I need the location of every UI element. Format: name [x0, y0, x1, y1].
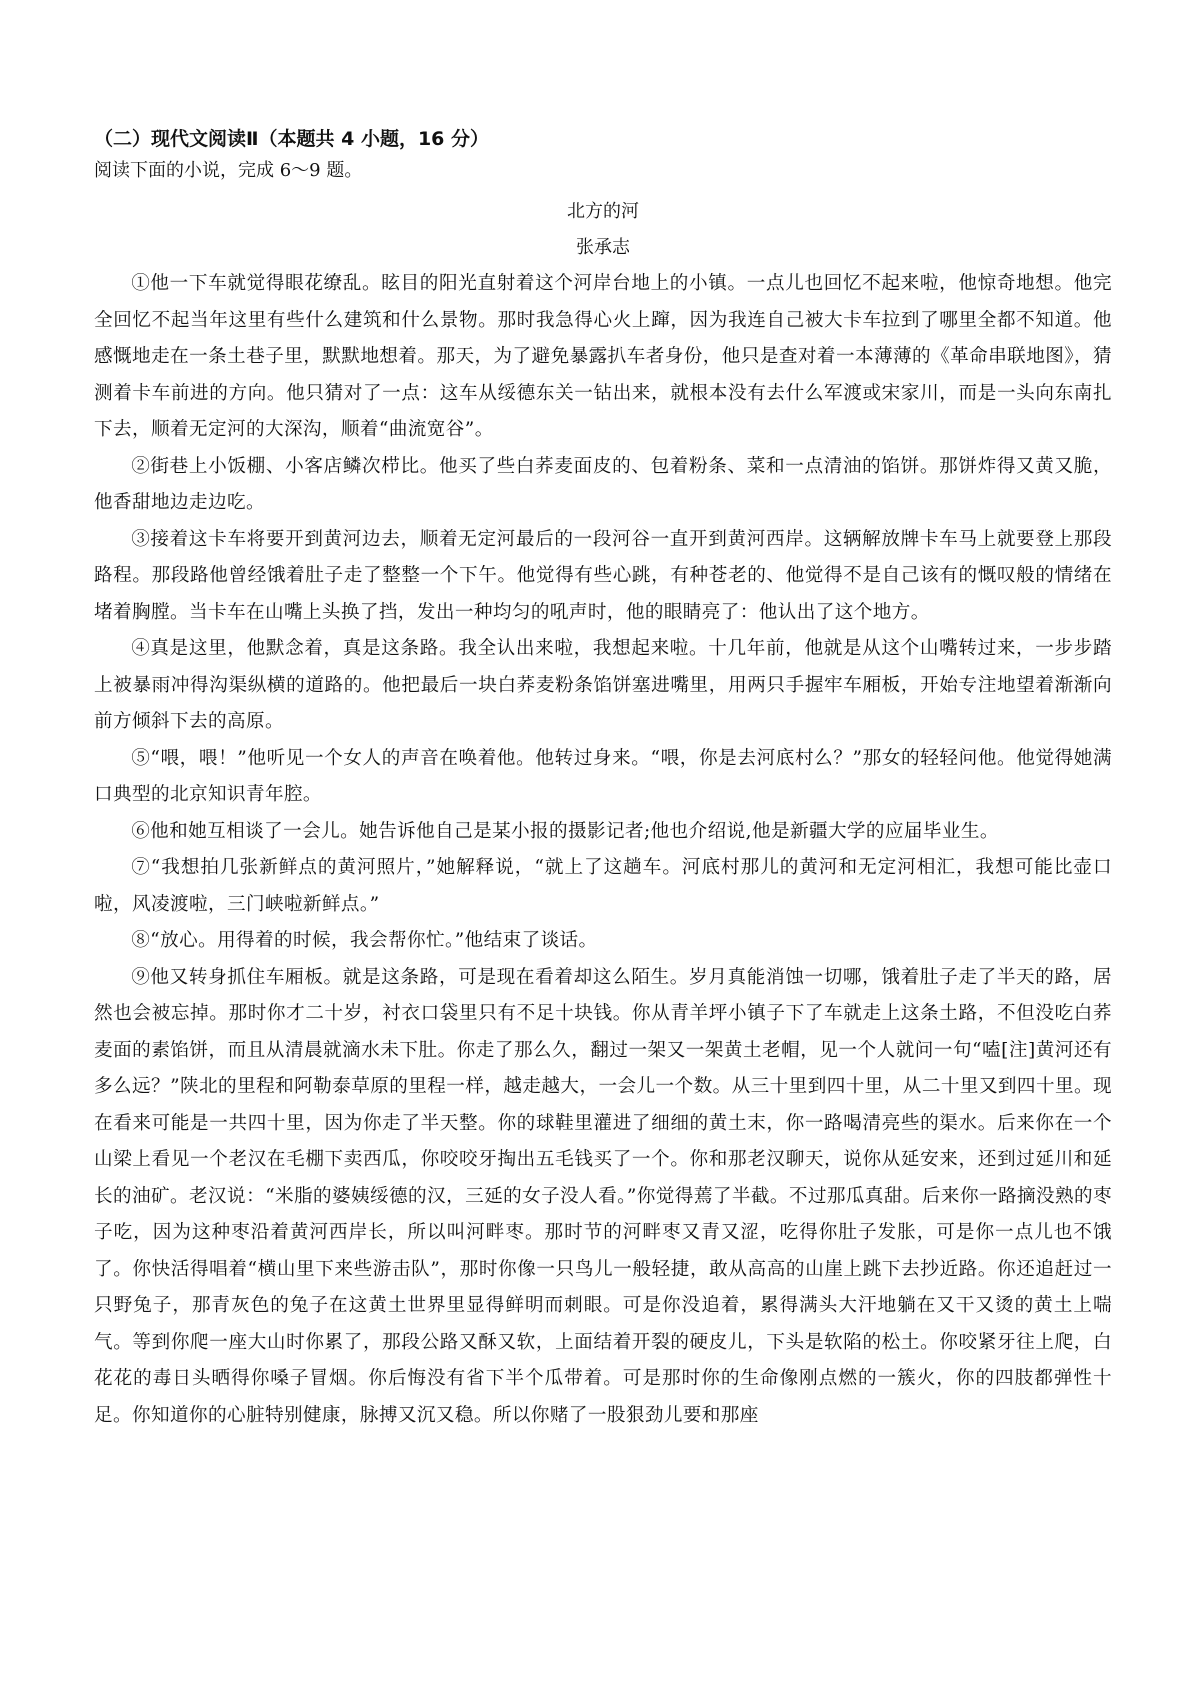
paragraph-2: ②街巷上小饭棚、小客店鳞次栉比。他买了些白荞麦面皮的、包着粉条、菜和一点清油的馅饼。那饼炸得又黄又脆，他香甜地边走边吃。 [94, 455, 1112, 513]
paragraph-3: ③接着这卡车将要开到黄河边去，顺着无定河最后的一段河谷一直开到黄河西岸。这辆解放牌卡车马上就要登上那段路程。那段路他曾经饿着肚子走了整整一个下午。他觉得有些心跳，有种苍老的、他觉得不是自己该有的慨叹般的情绪在堵着胸膛。当卡车在山嘴上头换了挡，发出一种均匀的吼声时，他的眼睛亮了：他认出了这个地方。 [94, 528, 1112, 623]
document-page [94, 124, 1112, 1434]
paragraph-6: ⑥他和她互相谈了一会儿。她告诉他自己是某小报的摄影记者;他也介绍说,他是新疆大学的应届毕业生。 [131, 820, 999, 842]
section-heading: （二）现代文阅读Ⅱ（本题共 4 小题，16 分） [94, 128, 490, 150]
story-title: 北方的河 [567, 201, 639, 222]
paragraph-5: ⑤“喂，喂！”他听见一个女人的声音在唤着他。他转过身来。“喂，你是去河底村么？”那女的轻轻问他。他觉得她满口典型的北京知识青年腔。 [94, 747, 1112, 805]
paragraph-1: ①他一下车就觉得眼花缭乱。眩目的阳光直射着这个河岸台地上的小镇。一点儿也回忆不起来啦，他惊奇地想。他完全回忆不起当年这里有些什么建筑和什么景物。那时我急得心火上蹿，因为我连自己被大卡车拉到了哪里全都不知道。他感慨地走在一条土巷子里，默默地想着。那天，为了避免暴露扒车者身份，他只是查对着一本薄薄的《革命串联地图》，猜测着卡车前进的方向。他只猜对了一点：这车从绥德东关一钻出来，就根本没有去什么军渡或宋家川，而是一头向东南扎下去，顺着无定河的大深沟，顺着“曲流宽谷”。 [94, 273, 1112, 440]
paragraph-7: ⑦“我想拍几张新鲜点的黄河照片，”她解释说，“就上了这趟车。河底村那儿的黄河和无定河相汇，我想可能比壶口啦，风凌渡啦，三门峡啦新鲜点。” [94, 857, 1112, 915]
paragraph-9: ⑨他又转身抓住车厢板。就是这条路，可是现在看着却这么陌生。岁月真能消蚀一切哪，饿着肚子走了半天的路，居然也会被忘掉。那时你才二十岁，衬衣口袋里只有不足十块钱。你从青羊坪小镇子下了车就走上这条土路，不但没吃白荞麦面的素馅饼，而且从清晨就滴水未下肚。你走了那么久，翻过一架又一架黄土老帽，见一个人就问一句“嗑[注]黄河还有多么远？”陕北的里程和阿勒泰草原的里程一样，越走越大，一会儿一个数。从三十里到四十里，从二十里又到四十里。现在看来可能是一共四十里，因为你走了半天整。你的球鞋里灌进了细细的黄土末，你一路喝清亮些的渠水。后来你在一个山梁上看见一个老汉在毛棚下卖西瓜，你咬咬牙掏出五毛钱买了一个。你和那老汉聊天，说你从延安来，还到过延川和延长的油矿。老汉说：“米脂的婆姨绥德的汉，三延的女子没人看。”你觉得蔫了半截。不过那瓜真甜。后来你一路摘没熟的枣子吃，因为这种枣沿着黄河西岸长，所以叫河畔枣。那时节的河畔枣又青又涩，吃得你肚子发胀，可是你一点儿也不饿了。你快活得唱着“横山里下来些游击队”，那时你像一只鸟儿一般轻捷，敢从高高的山崖上跳下去抄近路。你还追赶过一只野兔子，那青灰色的兔子在这黄土世界里显得鲜明而刺眼。可是你没追着，累得满头大汗地躺在又干又烫的黄土上喘气。等到你爬一座大山时你累了，那段公路又酥又软，上面结着开裂的硬皮儿，下头是软陷的松土。你咬紧牙往上爬，白花花的毒日头晒得你嗓子冒烟。你后悔没有省下半个瓜带着。可是那时你的生命像刚点燃的一簇火，你的四肢都弹性十足。你知道你的心脏特别健康，脉搏又沉又稳。所以你赌了一股狠劲儿要和那座 [94, 966, 1112, 1426]
instruction: 阅读下面的小说，完成 6～9 题。 [94, 160, 363, 181]
paragraph-8: ⑧“放心。用得着的时候，我会帮你忙。”他结束了谈话。 [131, 930, 598, 951]
paragraph-4: ④真是这里，他默念着，真是这条路。我全认出来啦，我想起来啦。十几年前，他就是从这个山嘴转过来，一步步踏上被暴雨冲得沟渠纵横的道路的。他把最后一块白荞麦粉条馅饼塞进嘴里，用两只手握牢车厢板，开始专注地望着渐渐向前方倾斜下去的高原。 [94, 638, 1112, 732]
story-author: 张承志 [576, 237, 630, 258]
